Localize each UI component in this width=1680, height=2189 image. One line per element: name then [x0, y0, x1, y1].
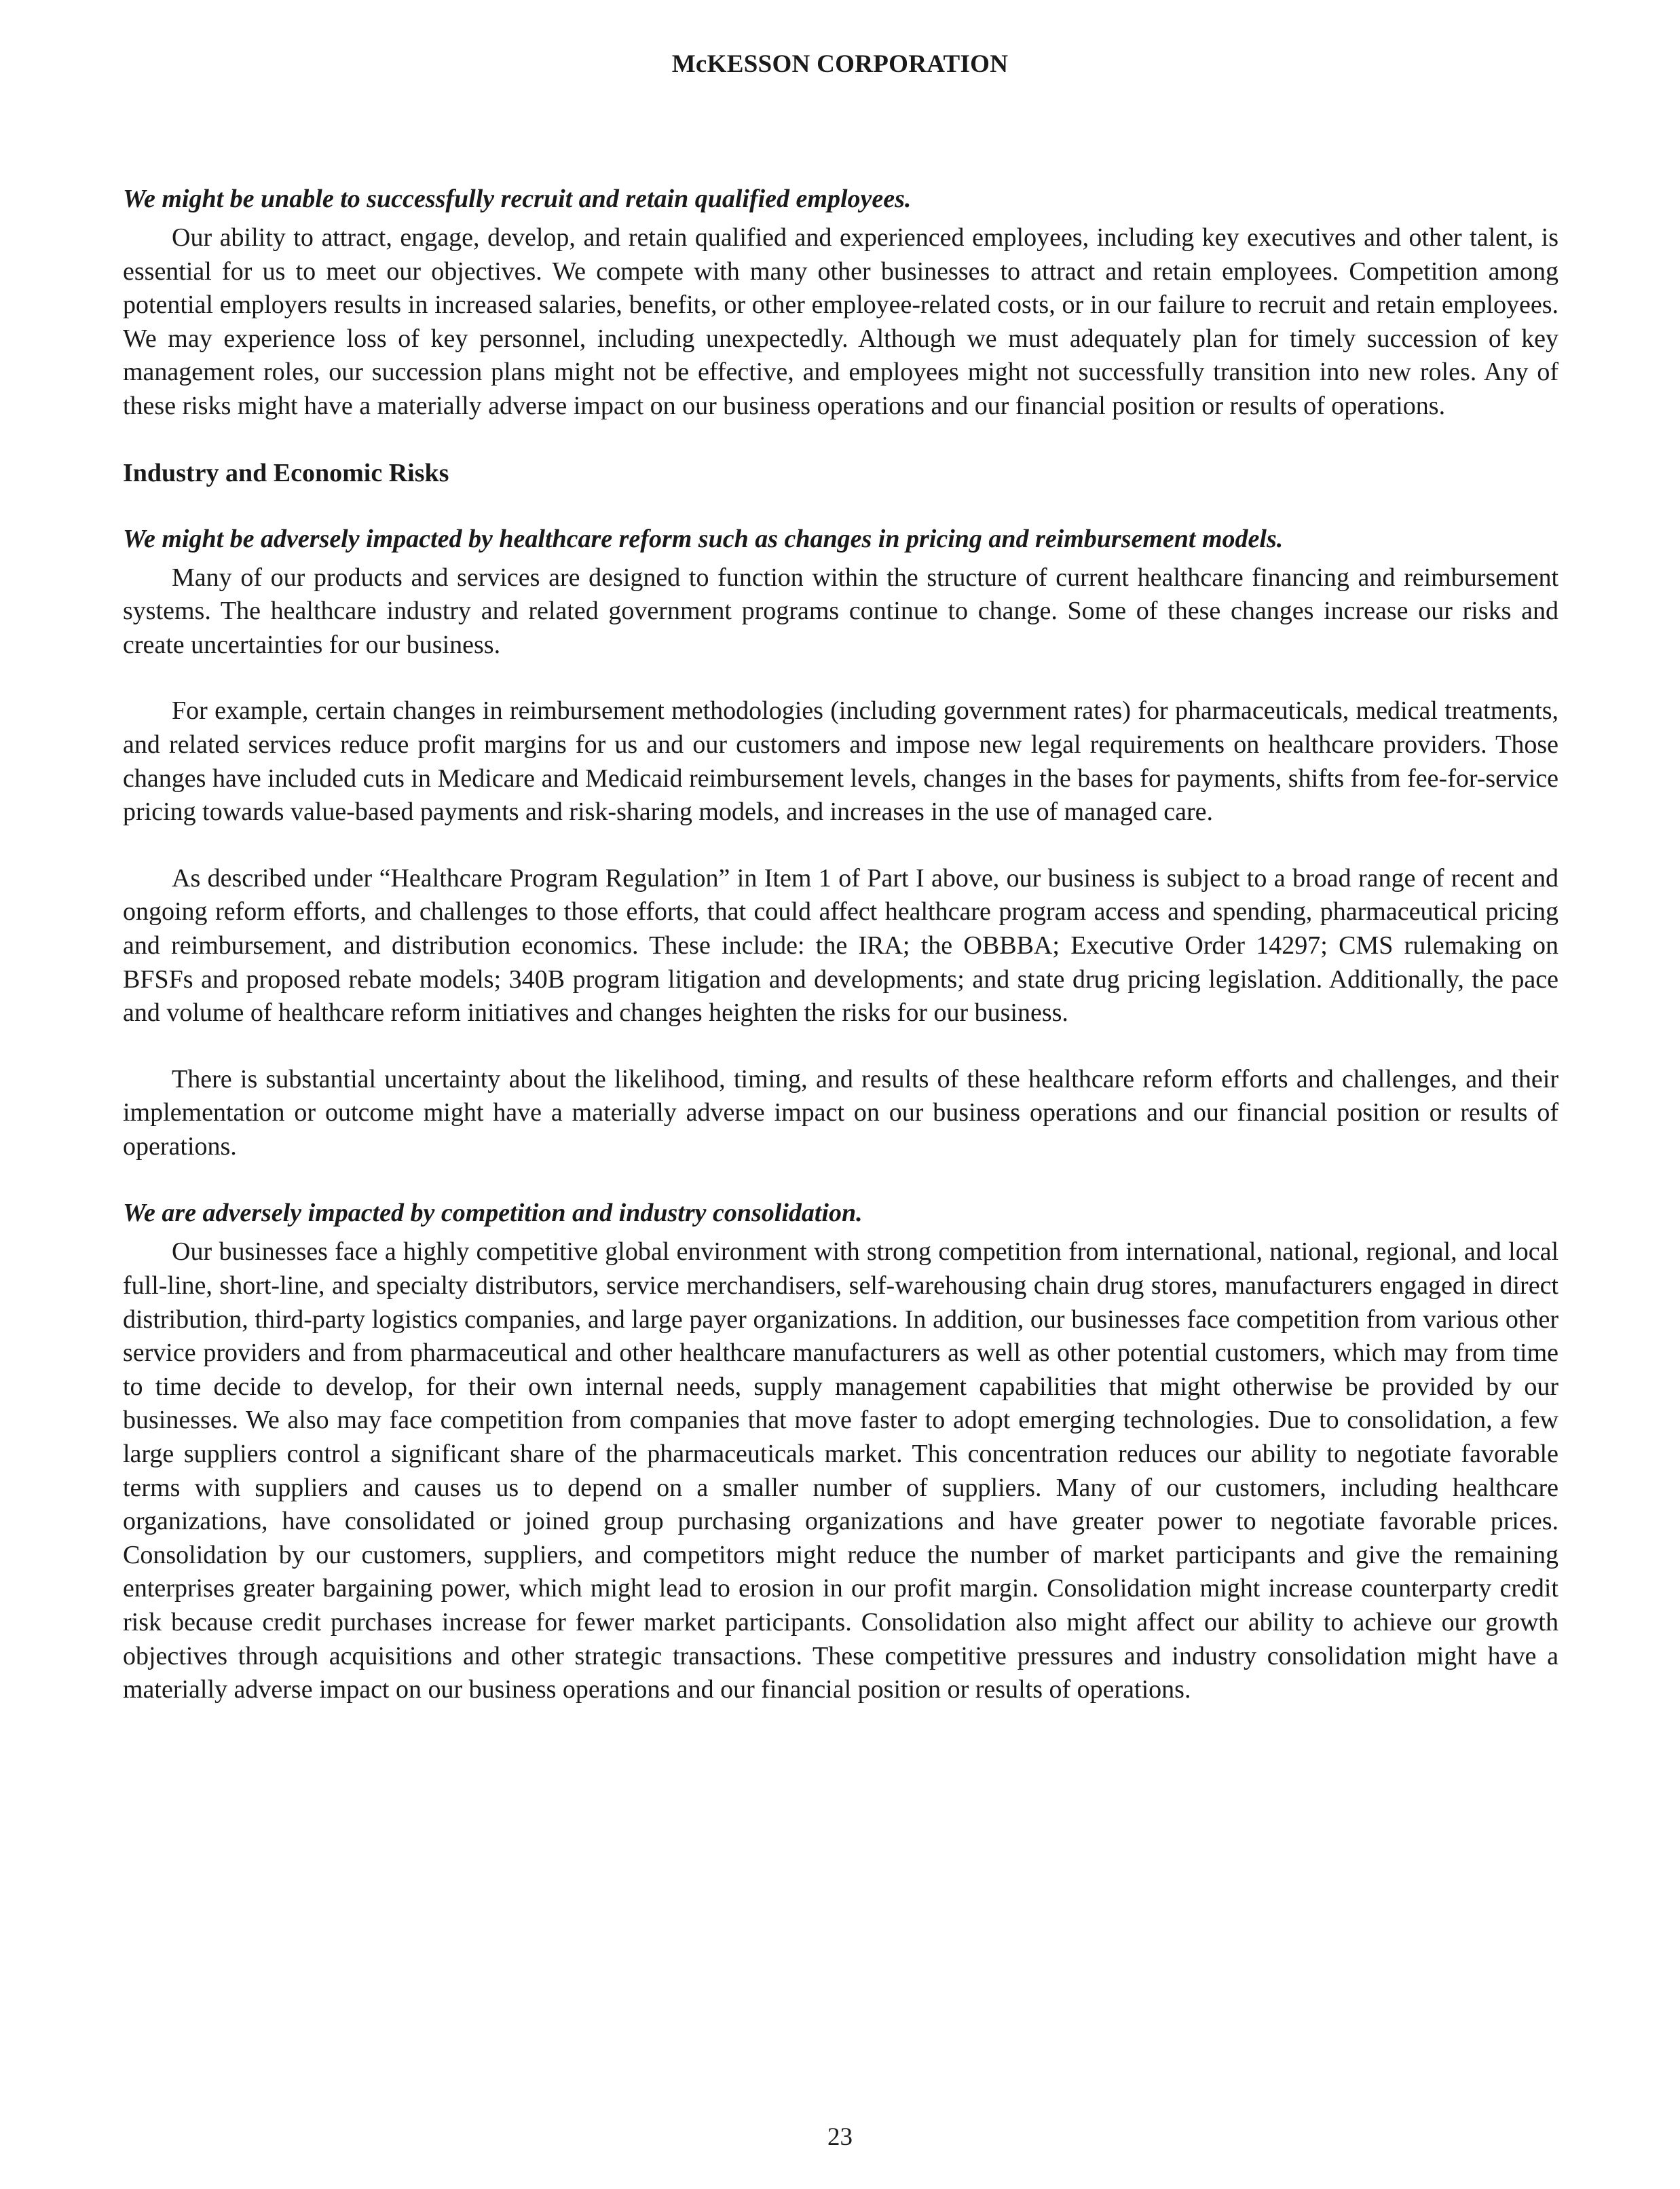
paragraph-healthcare-reform-2: For example, certain changes in reimbursement methodologies (including government rates) for pharmaceuticals, medical treatments, and related services reduce profit margins for us and our customers and impose new legal requirements on healthcare providers. Those changes have included cuts in Medicare and Medicaid reimbursement levels, changes in the bases for payments, shifts from fee-for-service pricing towards value-based payments and risk-sharing models, and increases in the use of managed care. — [123, 696, 1558, 827]
document-body — [123, 182, 1558, 1707]
page-number: 23 — [827, 2123, 853, 2151]
paragraph-healthcare-reform-1: Many of our products and services are designed to function within the structure of current healthcare financing and reimbursement systems. The healthcare industry and related government programs continue to change. Some of these changes increase our risks and create uncertainties for our business. — [123, 563, 1558, 659]
section-heading-industry-economic: Industry and Economic Risks — [123, 458, 449, 487]
company-header: McKESSON CORPORATION — [671, 50, 1009, 78]
risk-title-employees: We might be unable to successfully recruit and retain qualified employees. — [123, 185, 912, 213]
paragraph-competition-1: Our businesses face a highly competitive global environment with strong competition from international, national, regional, and local full-line, short-line, and specialty distributors, service merchandisers, self-warehousing chain drug stores, manufacturers engaged in direct distribution, third-party logistics companies, and large payer organizations. In addition, our businesses face competition from various other service providers and from pharmaceutical and other healthcare manufacturers as well as other potential customers, which may from time to time decide to develop, for their own internal needs, supply management capabilities that might otherwise be provided by our businesses. We also may face competition from companies that move faster to adopt emerging technologies. Due to consolidation, a few large suppliers control a significant share of the pharmaceuticals market. This concentration reduces our ability to negotiate favorable terms with suppliers and causes us to depend on a smaller number of suppliers. Many of our customers, including healthcare organizations, have consolidated or joined group purchasing organizations and have greater power to negotiate favorable prices. Consolidation by our customers, suppliers, and competitors might reduce the number of market participants and give the remaining enterprises greater bargaining power, which might lead to erosion in our profit margin. Consolidation might increase counterparty credit risk because credit purchases increase for fewer market participants. Consolidation also might affect our ability to achieve our growth objectives through acquisitions and other strategic transactions. These competitive pressures and industry consolidation might have a materially adverse impact on our business operations and our financial position or results of operations. — [123, 1237, 1558, 1704]
risk-title-competition: We are adversely impacted by competition and industry consolidation. — [123, 1199, 863, 1228]
paragraph-healthcare-reform-3: As described under “Healthcare Program Regulation” in Item 1 of Part I above, our business is subject to a broad range of recent and ongoing reform efforts, and challenges to those efforts, that could affect healthcare program access and spending, pharmaceutical pricing and reimbursement, and distribution economics. These include: the IRA; the OBBBA; Executive Order 14297; CMS rulemaking on BFSFs and proposed rebate models; 340B program litigation and developments; and state drug pricing legislation. Additionally, the pace and volume of healthcare reform initiatives and changes heighten the risks for our business. — [123, 863, 1558, 1028]
paragraph-employees-1: Our ability to attract, engage, develop, and retain qualified and experienced employees, including key executives and other talent, is essential for us to meet our objectives. We compete with many other businesses to attract and retain employees. Competition among potential employers results in increased salaries, benefits, or other employee-related costs, or in our failure to recruit and retain employees. We may experience loss of key personnel, including unexpectedly. Although we must adequately plan for timely succession of key management roles, our succession plans might not be effective, and employees might not successfully transition into new roles. Any of these risks might have a materially adverse impact on our business operations and our financial position or results of operations. — [123, 223, 1558, 420]
paragraph-healthcare-reform-4: There is substantial uncertainty about the likelihood, timing, and results of these healthcare reform efforts and challenges, and their implementation or outcome might have a materially adverse impact on our business operations and our financial position or results of operations. — [123, 1064, 1558, 1161]
risk-title-healthcare-reform: We might be adversely impacted by healthcare reform such as changes in pricing and reimbursement models. — [123, 524, 1284, 553]
